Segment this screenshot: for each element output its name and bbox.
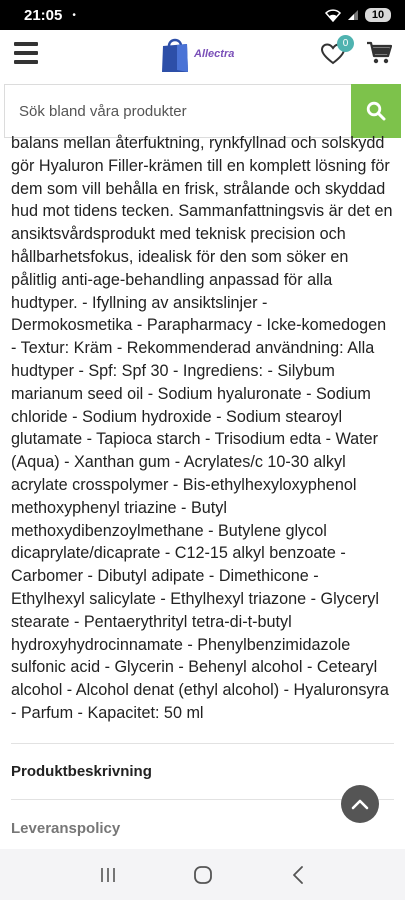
recent-apps-icon xyxy=(99,867,117,883)
search-input[interactable] xyxy=(4,84,351,138)
signal-icon xyxy=(347,9,359,21)
home-button[interactable] xyxy=(183,855,223,895)
product-description-text: balans mellan återfuktning, rynkfyllnad och solskydd gör Hyaluron Filler-krämen till en komplett lösning för dem som vill behålla en frisk, strålande och skyddad hud mot tidens tecken. Sammanfattningsvis är det en ansiktsvårdsprodukt med teknisk precision och hållbarhetsfokus, idealisk för den som söker en pålitlig anti-age-behandling anpassad för alla hudtyper. - Ifyllning av ansiktslinjer - Dermokosmetika - Parapharmacy - Icke-komedogen - Textur: Kräm - Rekommenderad användning: Alla hudtyper - Spf: Spf 30 - Ingrediens: - Silybum marianum seed oil - Sodium hyaluronate - Sodium chloride - Sodium hydroxide - Sodium stearoyl glutamate - Tapioca starch - Trisodium edta - Water (Aqua) - Xanthan gum - Acrylates/c 10-30 alkyl acrylate crosspolymer - Bis-ethylhexyloxyphenol methoxyphenyl triazine - Butyl methoxydibenzoylmethane - Butylene glycol dicaprylate/dicaprate - C12-15 alkyl benzoate - Carbomer - Dibutyl adipate - Dimethicone - Ethylhexyl salicylate - Ethylhexyl triazone - Glyceryl stearate - Pentaerythrityl tetra-di-t-butyl hydroxyhydrocinnamate - Phenylbenzimidazole sulfonic acid - Glycerin - Behenyl alcohol - Cetearyl alcohol - Alcohol denat (ethyl alcohol) - Hyaluronsyra - Parfum - Kapacitet: 50 ml xyxy=(11,134,393,722)
status-bar xyxy=(0,0,405,30)
brand-name: Allectra xyxy=(194,48,235,60)
system-navigation-bar xyxy=(0,849,405,900)
cart-icon[interactable] xyxy=(366,41,392,65)
brand-logo[interactable] xyxy=(160,32,234,76)
shopping-bag-logo-icon xyxy=(160,34,190,74)
wifi-icon xyxy=(325,9,341,22)
search-bar xyxy=(4,84,401,138)
section-divider xyxy=(11,799,394,800)
chevron-up-icon xyxy=(351,798,369,810)
app-header xyxy=(0,30,405,80)
menu-icon[interactable] xyxy=(14,42,38,64)
back-icon xyxy=(292,866,304,884)
product-description-section[interactable]: Produktbeskrivning xyxy=(11,763,152,780)
section-divider xyxy=(11,743,394,744)
wishlist-count-badge: 0 xyxy=(337,35,354,52)
recent-apps-button[interactable] xyxy=(88,855,128,895)
status-time: 21:05 xyxy=(24,6,63,24)
search-icon xyxy=(366,101,386,121)
home-icon xyxy=(193,865,213,885)
delivery-policy-section[interactable]: Leveranspolicy xyxy=(11,820,121,837)
scroll-to-top-button[interactable] xyxy=(341,785,379,823)
status-icons xyxy=(325,8,391,22)
notification-dot: • xyxy=(72,9,76,21)
back-button[interactable] xyxy=(278,855,318,895)
battery-icon: 10 xyxy=(365,8,391,22)
search-button[interactable] xyxy=(351,84,401,138)
